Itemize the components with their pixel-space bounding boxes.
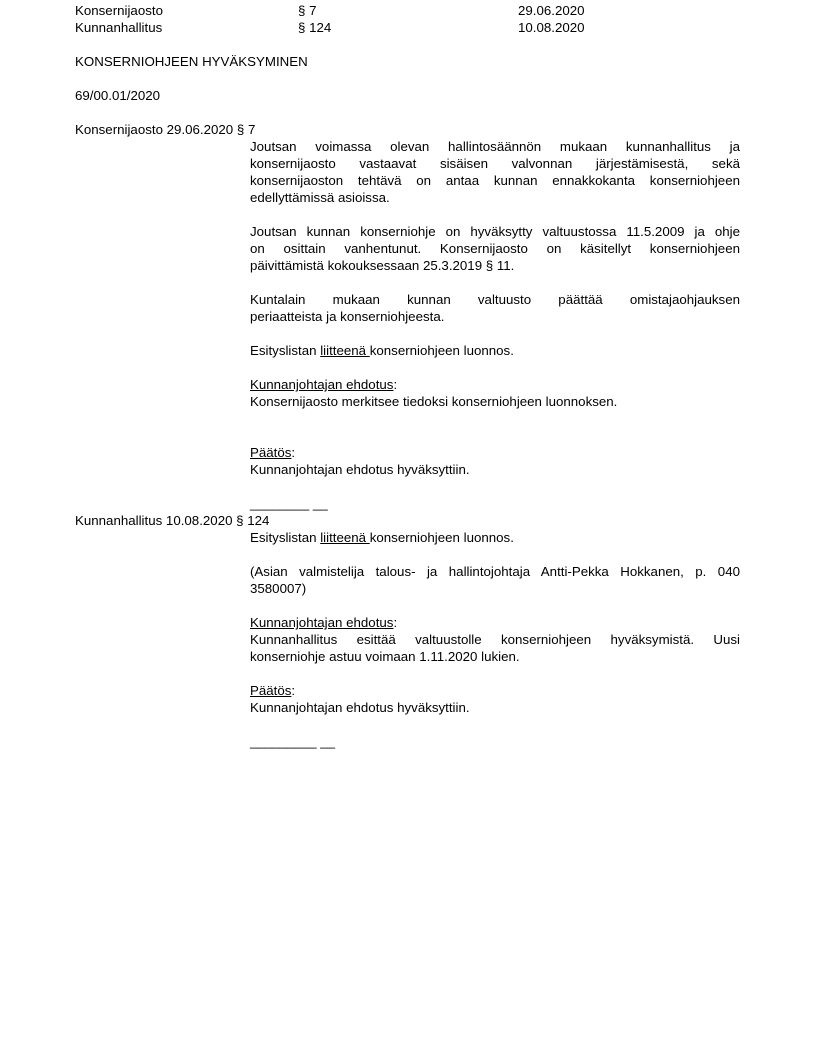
meeting-date: 10.08.2020: [518, 20, 585, 35]
spacer: [75, 104, 740, 121]
paragraph-line: periaatteista ja konserniohjeesta.: [250, 309, 445, 324]
section-heading-kunnanhallitus: Kunnanhallitus 10.08.2020 § 124: [75, 513, 270, 528]
section-number: § 7: [298, 3, 317, 18]
proposal-label-text: Kunnanjohtajan ehdotus: [250, 377, 394, 392]
committee-row: [75, 19, 740, 36]
paragraph-line: (Asian valmistelija talous- ja hallintojohtaja Antti-Pekka Hokkanen, p. 040: [250, 564, 740, 579]
decision-label: [250, 682, 740, 699]
spacer: [250, 206, 740, 223]
attachment-prefix: Esityslistan: [250, 343, 321, 358]
colon: :: [393, 377, 398, 392]
committee-name: Konsernijaosto: [75, 3, 163, 18]
decision-label-text: Päätös: [250, 683, 292, 698]
colon: :: [393, 615, 398, 630]
paragraph-line: Joutsan kunnan konserniohje on hyväksytty valtuustossa 11.5.2009 ja ohje: [250, 224, 740, 239]
attachment-suffix: konserniohjeen luonnos.: [369, 530, 514, 545]
preparer-note: [250, 563, 740, 597]
attachment-prefix: Esityslistan: [250, 530, 321, 545]
spacer: [75, 70, 740, 87]
spacer: [250, 478, 740, 495]
paragraph-line: päivittämistä kokouksessaan 25.3.2019 § 11.: [250, 258, 515, 273]
attachment-underlined: liitteenä: [320, 343, 370, 358]
spacer: [250, 359, 740, 376]
attachment-suffix: konserniohjeen luonnos.: [369, 343, 514, 358]
attachment-line: [250, 529, 740, 546]
section-heading-konsernijaosto: Konsernijaosto 29.06.2020 § 7: [75, 122, 256, 137]
paragraph-line: konsernijaoston tehtävä on antaa kunnan ennakkokanta konserniohjeen: [250, 173, 740, 188]
spacer: [250, 716, 740, 733]
committee-name: Kunnanhallitus: [75, 20, 163, 35]
colon: :: [291, 683, 296, 698]
body-paragraph: [250, 138, 740, 206]
section-body: [250, 529, 740, 750]
paragraph-line: Kuntalain mukaan kunnan valtuusto päättää omistajaohjauksen: [250, 292, 740, 307]
decision-label: [250, 444, 740, 461]
spacer: [250, 325, 740, 342]
paragraph-line: konsernijaosto vastaavat sisäisen valvonnan järjestämisestä, sekä: [250, 156, 740, 171]
attachment-line: [250, 342, 740, 359]
paragraph-line: 3580007): [250, 581, 307, 596]
proposal-label: [250, 376, 740, 393]
decision-label-text: Päätös: [250, 445, 292, 460]
section-body: [250, 138, 740, 512]
body-paragraph: [250, 223, 740, 274]
spacer: [250, 274, 740, 291]
section-separator-line: _________ __: [250, 734, 336, 749]
section-number: § 124: [298, 20, 332, 35]
spacer: [250, 410, 740, 427]
decision-text: Kunnanjohtajan ehdotus hyväksyttiin.: [250, 700, 470, 715]
proposal-text: Konsernijaosto merkitsee tiedoksi konserniohjeen luonnoksen.: [250, 394, 618, 409]
body-paragraph: [250, 291, 740, 325]
proposal-label: [250, 614, 740, 631]
spacer: [250, 665, 740, 682]
spacer: [75, 36, 740, 53]
attachment-underlined: liitteenä: [320, 530, 370, 545]
proposal-text: [250, 631, 740, 665]
paragraph-line: on osittain vanhentunut. Konsernijaosto on käsitellyt konserniohjeen: [250, 241, 740, 256]
paragraph-line: konserniohje astuu voimaan 1.11.2020 lukien.: [250, 649, 520, 664]
paragraph-line: edellyttämissä asioissa.: [250, 190, 390, 205]
case-number: 69/00.01/2020: [75, 88, 161, 103]
colon: :: [291, 445, 296, 460]
paragraph-line: Kunnanhallitus esittää valtuustolle konserniohjeen hyväksymistä. Uusi: [250, 632, 740, 647]
section-separator-line: ________ __: [250, 496, 328, 511]
spacer: [250, 546, 740, 563]
spacer: [250, 427, 740, 444]
committee-row: [75, 2, 740, 19]
decision-text: Kunnanjohtajan ehdotus hyväksyttiin.: [250, 462, 470, 477]
document-title: KONSERNIOHJEEN HYVÄKSYMINEN: [75, 54, 308, 69]
proposal-label-text: Kunnanjohtajan ehdotus: [250, 615, 394, 630]
meeting-date: 29.06.2020: [518, 3, 585, 18]
paragraph-line: Joutsan voimassa olevan hallintosäännön mukaan kunnanhallitus ja: [250, 139, 740, 154]
spacer: [250, 597, 740, 614]
